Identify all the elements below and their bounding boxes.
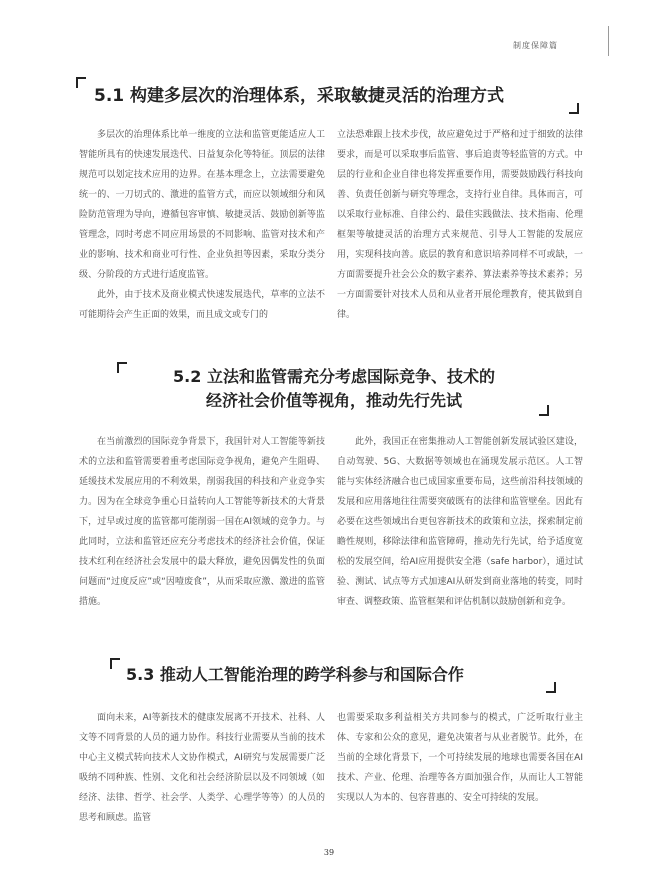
section-heading-5-2 [134, 365, 534, 413]
paragraph: 也需要采取多利益相关方共同参与的模式，广泛听取行业主体、专家和公众的意见，避免决策者与从业者脱节。此外，在当前的全球化背景下，一个可持续发展的地球也需要各国在AI技术、产业、伦理、治理等各方面加强合作，从而让人工智能实现以人为本的、包容普惠的、安全可持续的发展。 [337, 713, 583, 803]
paragraph: 立法恐难跟上技术步伐，故应避免过于严格和过于细致的法律要求，而是可以采取事后监管、事后追责等轻监管的方式。中层的行业和企业自律也将发挥重要作用，需要鼓励践行科技向善、负责任创新与研究等理念，支持行业自律。具体而言，可以采取行业标准、自律公约、最佳实践做法、技术指南、伦理框架等敏捷灵活的治理方式来规范、引导人工智能的发展应用，实现科技向善。底层的教育和意识培养同样不可或缺，一方面需要提升社会公众的数字素养、算法素养等技术素养；另一方面需要针对技术人员和从业者开展伦理教育，使其做到自律。 [337, 130, 583, 320]
page-number: 39 [323, 848, 335, 857]
heading-bracket-close [539, 405, 549, 416]
heading-bracket-close [546, 682, 556, 693]
section-5-1-right-column [337, 125, 583, 325]
heading-bracket-close [569, 103, 579, 114]
header-divider [608, 26, 609, 56]
section-heading-5-3: 5.3 推动人工智能治理的跨学科参与和国际合作 [126, 665, 464, 684]
heading-bracket-open [110, 658, 120, 669]
section-5-3-right-column [337, 708, 583, 808]
paragraph: 此外，由于技术及商业模式快速发展迭代，草率的立法不可能期待会产生正面的效果，而且成文或专门的 [79, 290, 325, 320]
paragraph: 此外，我国正在密集推动人工智能创新发展试验区建设，自动驾驶、5G、大数据等领域也在涌现发展示范区。人工智能与实体经济融合也已成国家重要布局，这些前沿科技领域的发展和应用落地往往需要突破既有的法律和监管壁垒。因此有必要在这些领域出台更包容新技术的政策和立法，探索制定前瞻性规则，移除法律和监管障碍，推动先行先试，给予适度宽松的发展空间，给AI应用提供安全港（safe harbor），通过试验、测试、试点等方式加速AI从研发到商业落地的转变，同时审查、调整政策、监管框架和评估机制以鼓励创新和竞争。 [337, 437, 583, 607]
section-5-2-left-column [79, 432, 325, 612]
heading-line: 5.2 立法和监管需充分考虑国际竞争、技术的 [173, 367, 495, 386]
heading-line: 经济社会价值等视角，推动先行先试 [205, 391, 462, 410]
heading-bracket-open [117, 362, 127, 373]
paragraph: 面向未来，AI等新技术的健康发展离不开技术、社科、人文等不同背景的人员的通力协作。科技行业需要从当前的技术中心主义模式转向技术人文协作模式，AI研究与发展需要广泛吸纳不同种族、性别、文化和社会经济阶层以及不同领域（如经济、法律、哲学、社会学、人类学、心理学等等）的人员的思考和顾虑。监管 [79, 713, 325, 823]
section-label: 制度保障篇 [513, 41, 558, 50]
section-heading-5-1: 5.1 构建多层次的治理体系，采取敏捷灵活的治理方式 [94, 86, 505, 106]
section-5-3-left-column [79, 708, 325, 828]
paragraph: 在当前激烈的国际竞争背景下，我国针对人工智能等新技术的立法和监管需要着重考虑国际竞争视角，避免产生阻碍、延缓技术发展应用的不利效果，削弱我国的科技和产业竞争实力。因为在全球竞争重心日益转向人工智能等新技术的大背景下，过早或过度的监管都可能削弱一国在AI领域的竞争力。与此同时，立法和监管还应充分考虑技术的经济社会价值，保证技术红利在经济社会发展中的最大释放，避免因偶发性的负面问题而“过度反应”或“因噎废食”，从而采取应激、激进的监管措施。 [79, 437, 325, 607]
section-5-2-right-column [337, 432, 583, 612]
paragraph: 多层次的治理体系比单一维度的立法和监管更能适应人工智能所具有的快速发展迭代、日益复杂化等特征。顶层的法律规范可以划定技术应用的边界。在基本理念上，立法需要避免统一的、一刀切式的、激进的监管方式，而应以领域细分和风险防范管理为导向，遵循包容审慎、敏捷灵活、鼓励创新等监管理念，同时考虑不同应用场景的不同影响、监管对技术和产业的影响、技术和商业可行性、企业负担等因素，采取分类分级、分阶段的方式进行适度监管。 [79, 130, 325, 280]
section-5-1-left-column [79, 125, 325, 325]
heading-bracket-open [76, 77, 86, 88]
